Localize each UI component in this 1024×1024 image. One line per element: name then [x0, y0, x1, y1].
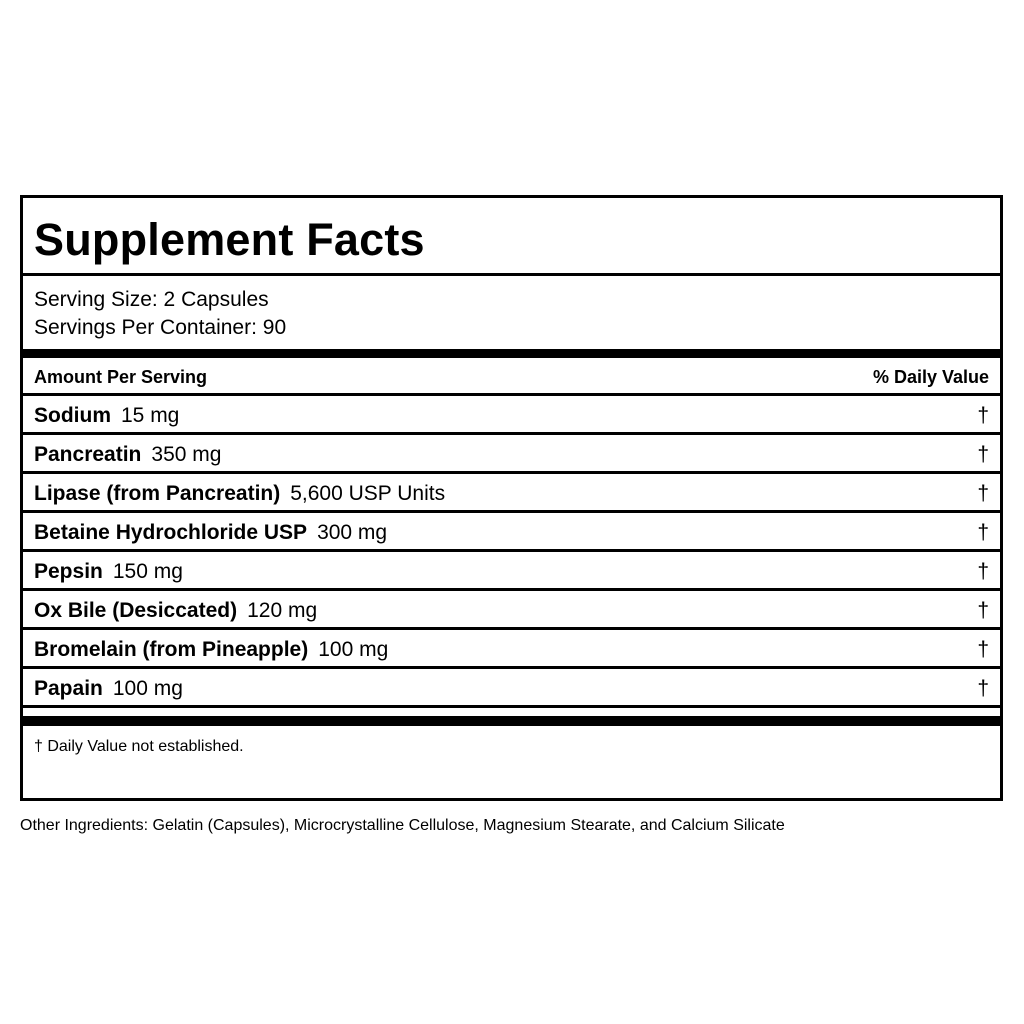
daily-value-dagger: †	[977, 404, 989, 427]
daily-value-dagger: †	[977, 638, 989, 661]
daily-value-dagger: †	[977, 521, 989, 544]
ingredient-name: Betaine Hydrochloride USP 300 mg	[34, 521, 388, 544]
ingredient-amount: 150 mg	[112, 560, 183, 583]
ingredient-name: Ox Bile (Desiccated) 120 mg	[34, 599, 318, 622]
ingredient-name: Bromelain (from Pineapple) 100 mg	[34, 638, 389, 661]
ingredient-name: Lipase (from Pancreatin) 5,600 USP Units	[34, 482, 446, 505]
ingredient-row	[23, 474, 1000, 513]
panel-title: Supplement Facts	[34, 214, 425, 265]
daily-value-dagger: †	[977, 443, 989, 466]
ingredient-amount: 15 mg	[121, 404, 180, 427]
divider-thick	[23, 349, 1000, 358]
footnote: † Daily Value not established.	[34, 738, 244, 755]
ingredient-amount: 100 mg	[318, 638, 389, 661]
divider-thick-bottom	[23, 716, 1000, 726]
amount-per-serving-header: Amount Per Serving	[34, 367, 208, 387]
ingredient-amount: 300 mg	[317, 521, 388, 544]
ingredient-name: Pepsin 150 mg	[34, 560, 183, 583]
ingredient-row	[23, 435, 1000, 474]
daily-value-dagger: †	[977, 560, 989, 583]
ingredient-name: Pancreatin 350 mg	[34, 443, 222, 466]
ingredient-row	[23, 552, 1000, 591]
ingredient-amount: 120 mg	[247, 599, 318, 622]
daily-value-dagger: †	[977, 482, 989, 505]
ingredient-amount: 350 mg	[151, 443, 222, 466]
ingredient-row	[23, 396, 1000, 435]
ingredient-amount: 100 mg	[112, 677, 183, 700]
daily-value-dagger: †	[977, 677, 989, 700]
other-ingredients: Other Ingredients: Gelatin (Capsules), Microcrystalline Cellulose, Magnesium Stearate, and Calcium Silicate	[20, 817, 785, 834]
ingredient-row	[23, 591, 1000, 630]
divider-thin	[23, 273, 1000, 276]
serving-size: Serving Size: 2 Capsules	[34, 288, 269, 311]
ingredient-row	[23, 669, 1000, 708]
supplement-facts-panel	[20, 195, 1003, 801]
ingredient-row	[23, 513, 1000, 552]
daily-value-header: % Daily Value	[872, 367, 989, 387]
ingredient-name: Sodium 15 mg	[34, 404, 180, 427]
row-divider	[23, 705, 1000, 708]
ingredient-amount: 5,600 USP Units	[290, 482, 446, 505]
daily-value-dagger: †	[977, 599, 989, 622]
ingredient-name: Papain 100 mg	[34, 677, 183, 700]
servings-per-container: Servings Per Container: 90	[34, 316, 287, 339]
ingredient-row	[23, 630, 1000, 669]
